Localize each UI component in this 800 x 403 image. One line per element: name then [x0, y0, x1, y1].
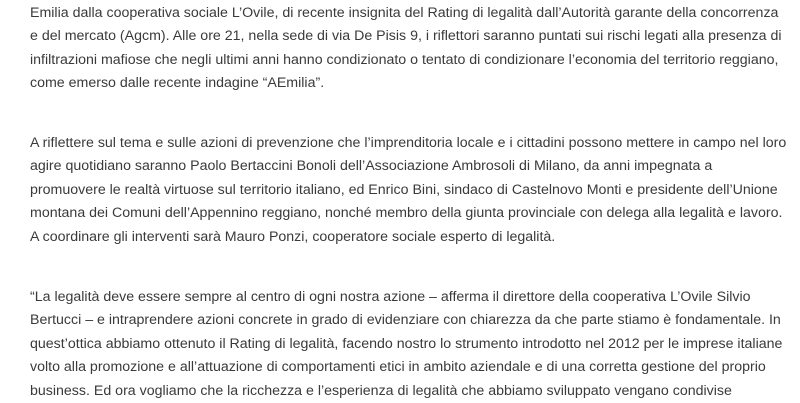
paragraph-quote [30, 286, 782, 403]
text-line: e del mercato (Agcm). Alle ore 21, nella sede di via De Pisis 9, i riflettori saranno puntati sui rischi legati alla presenza di [30, 28, 782, 45]
paragraph-speakers [30, 132, 786, 249]
text-line: infiltrazioni mafiose che negli ultimi anni hanno condizionato o tentato di condizionare l’economia del territorio reggiano, [30, 51, 779, 68]
text-line: Emilia dalla cooperativa sociale L’Ovile, di recente insignita del Rating di legalità dall’Autorità garante della concorrenza [30, 5, 779, 21]
text-line: come emerso dalle recente indagine “AEmilia”. [30, 75, 325, 92]
text-line: A coordinare gli interventi sarà Mauro Ponzi, cooperatore sociale esperto di legalità. [30, 228, 556, 245]
text-line: montana dei Comuni dell’Appennino reggiano, nonché membro della giunta provinciale con delega alla legalità e lavoro. [30, 205, 783, 222]
text-line: Bertucci – e intraprendere azioni concrete in grado di evidenziare con chiarezza da che parte stiamo è fondamentale. In [30, 312, 781, 329]
text-line: quest’ottica abbiamo ottenuto il Rating di legalità, facendo nostro lo strumento introdotto nel 2012 per le imprese italiane [30, 335, 783, 352]
text-line: A riflettere sul tema e sulle azioni di prevenzione che l’imprenditoria locale e i cittadini possono mettere in campo nel loro [30, 135, 787, 151]
text-line: volto alla promozione e all’attuazione di comportamenti etici in ambito aziendale e di una corretta gestione del proprio [30, 359, 766, 376]
text-line: agire quotidiano saranno Paolo Bertaccini Bonoli dell’Associazione Ambrosoli di Milano, da anni impegnata a [30, 158, 713, 175]
text-line: business. Ed ora vogliamo che la ricchezza e l’esperienza di legalità che abbiamo sviluppato vengano condivise [30, 382, 732, 399]
paragraph-intro [30, 2, 782, 96]
text-line: “La legalità deve essere sempre al centro di ogni nostra azione – afferma il direttore della cooperativa L’Ovile Silvio [30, 289, 751, 305]
text-line: promuovere le realtà virtuose sul territorio italiano, ed Enrico Bini, sindaco di Castelnovo Monti e presidente dell’Unione [30, 181, 778, 198]
